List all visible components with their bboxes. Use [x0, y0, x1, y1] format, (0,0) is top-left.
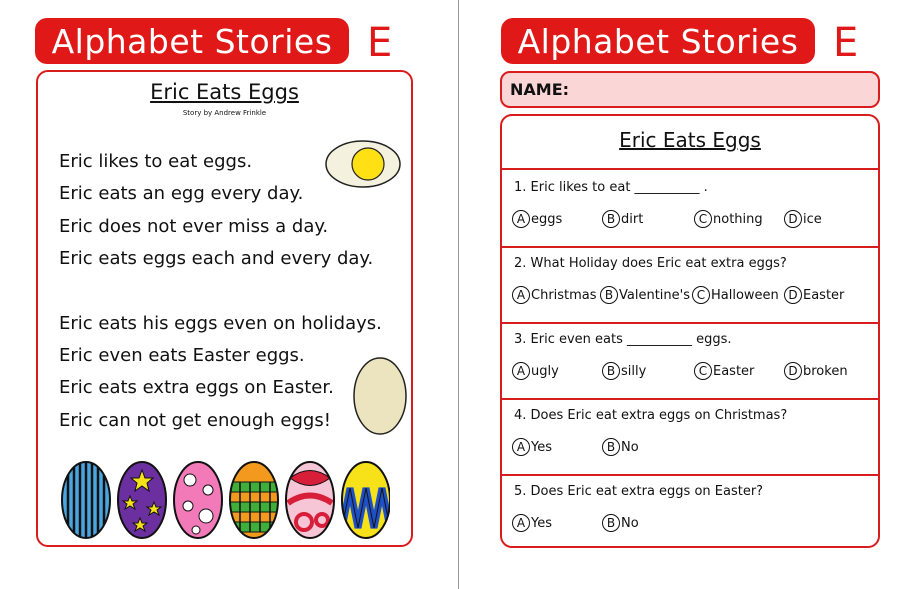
quiz-panel	[500, 114, 880, 548]
option-a[interactable]: A eggs	[512, 210, 562, 228]
decorated-eggs-row	[60, 458, 390, 540]
page-divider	[458, 0, 459, 589]
egg-icon	[350, 350, 410, 440]
question-text: 5. Does Eric eat extra eggs on Easter?	[514, 484, 764, 499]
left-letter: E	[367, 20, 393, 66]
option-c[interactable]: C nothing	[694, 210, 763, 228]
option-d[interactable]: D Easter	[784, 286, 844, 304]
option-a[interactable]: A Yes	[512, 514, 552, 532]
option-a[interactable]: A Christmas	[512, 286, 597, 304]
story-line: Eric eats extra eggs on Easter.	[59, 377, 334, 398]
question-text: 1. Eric likes to eat __________ .	[514, 180, 708, 195]
story-line: Eric does not ever miss a day.	[59, 216, 329, 237]
option-b[interactable]: B No	[602, 514, 639, 532]
right-letter: E	[833, 20, 859, 66]
option-c[interactable]: C Halloween	[692, 286, 779, 304]
story-line: Eric eats his eggs even on holidays.	[59, 313, 382, 334]
question-4	[502, 398, 878, 476]
story-panel	[36, 70, 413, 547]
question-text: 3. Eric even eats __________ eggs.	[514, 332, 732, 347]
left-banner	[35, 18, 349, 64]
option-b[interactable]: B silly	[602, 362, 646, 380]
option-b[interactable]: B dirt	[602, 210, 643, 228]
quiz-title: Eric Eats Eggs	[619, 128, 761, 152]
story-line: Eric eats eggs each and every day.	[59, 248, 374, 269]
fried-egg-icon	[323, 138, 403, 190]
option-d[interactable]: D broken	[784, 362, 848, 380]
name-label: NAME:	[510, 80, 570, 99]
question-text: 2. What Holiday does Eric eat extra eggs?	[514, 256, 787, 271]
left-banner-title: Alphabet Stories	[51, 21, 333, 61]
question-text: 4. Does Eric eat extra eggs on Christmas?	[514, 408, 788, 423]
story-title: Eric Eats Eggs	[150, 80, 299, 104]
quiz-title-row	[502, 116, 878, 170]
name-field[interactable]	[500, 71, 880, 108]
option-c[interactable]: C Easter	[694, 362, 754, 380]
question-1	[502, 170, 878, 248]
question-3	[502, 322, 878, 400]
option-a[interactable]: A ugly	[512, 362, 559, 380]
question-5	[502, 474, 878, 548]
question-2	[502, 246, 878, 324]
right-banner-title: Alphabet Stories	[517, 21, 799, 61]
story-byline: Story by Andrew Frinkle	[182, 109, 267, 117]
right-banner	[501, 18, 815, 64]
story-line: Eric can not get enough eggs!	[59, 410, 331, 431]
story-line: Eric eats an egg every day.	[59, 183, 304, 204]
option-b[interactable]: B No	[602, 438, 639, 456]
option-b[interactable]: B Valentine's	[600, 286, 690, 304]
story-line: Eric even eats Easter eggs.	[59, 345, 305, 366]
story-line: Eric likes to eat eggs.	[59, 151, 253, 172]
option-d[interactable]: D ice	[784, 210, 822, 228]
option-a[interactable]: A Yes	[512, 438, 552, 456]
